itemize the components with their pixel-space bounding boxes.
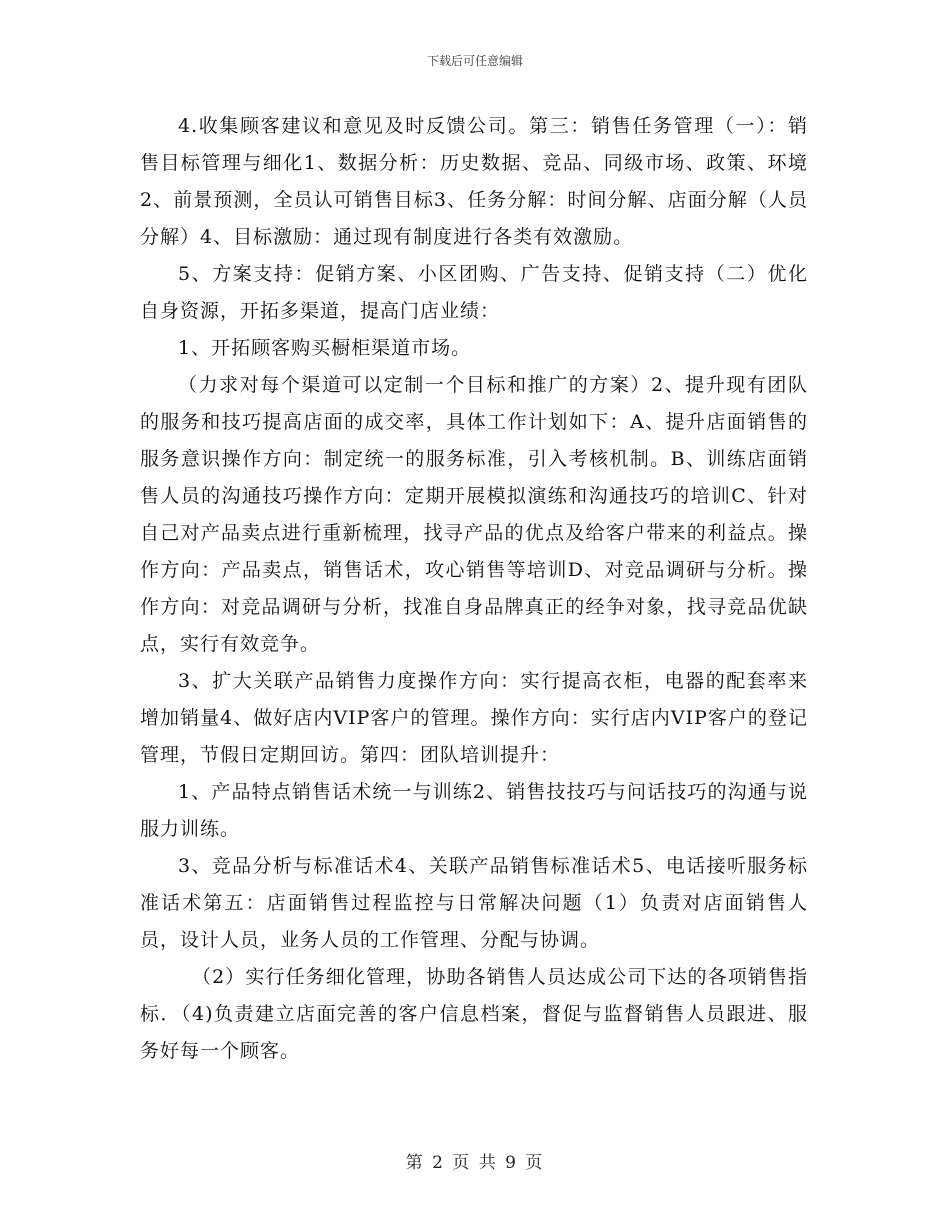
paragraph: （2）实行任务细化管理，协助各销售人员达成公司下达的各项销售指标．（4)负责建立店面完善的客户信息档案，督促与监督销售人员跟进、服务好每一个顾客。 [140, 966, 808, 1062]
paragraph: 3、扩大关联产品销售力度操作方向：实行提高衣柜，电器的配套率来增加销量4、做好店内VIP客户的管理。操作方向：实行店内VIP客户的登记管理，节假日定期回访。第四：团队培训提升： [140, 670, 808, 766]
paragraph: 1、开拓顾客购买橱柜渠道市场。 [178, 337, 472, 359]
paragraph: 3、竞品分析与标准话术4、关联产品销售标准话术5、电话接听服务标准话术第五：店面销售过程监控与日常解决问题（1）负责对店面销售人员，设计人员，业务人员的工作管理、分配与协调。 [140, 855, 808, 951]
paragraph: （力求对每个渠道可以定制一个目标和推广的方案）2、提升现有团队的服务和技巧提高店面的成交率，具体工作计划如下：A、提升店面销售的服务意识操作方向：制定统一的服务标准，引入考核机制。B、训练店面销售人员的沟通技巧操作方向：定期开展模拟演练和沟通技巧的培训C、针对自己对产品卖点进行重新梳理，找寻产品的优点及给客户带来的利益点。操作方向：产品卖点，销售话术，攻心销售等培训D、对竞品调研与分析。操作方向：对竞品调研与分析，找准自身品牌真正的经争对象，找寻竞品优缺点，实行有效竞争。 [140, 374, 808, 655]
page-number: 第 2 页 共 9 页 [405, 1153, 545, 1173]
document-body [140, 108, 808, 1070]
paragraph: 5、方案支持：促销方案、小区团购、广告支持、促销支持（二）优化自身资源，开拓多渠道，提高门店业绩： [140, 263, 808, 322]
paragraph: 4.收集顾客建议和意见及时反馈公司。第三：销售任务管理（一）：销售目标管理与细化1、数据分析：历史数据、竞品、同级市场、政策、环境2、前景预测，全员认可销售目标3、任务分解：时间分解、店面分解（人员分解）4、目标激励：通过现有制度进行各类有效激励。 [140, 115, 808, 248]
paragraph: 1、产品特点销售话术统一与训练2、销售技技巧与问话技巧的沟通与说服力训练。 [140, 781, 808, 840]
page-header: 下载后可任意编辑 [426, 54, 523, 68]
